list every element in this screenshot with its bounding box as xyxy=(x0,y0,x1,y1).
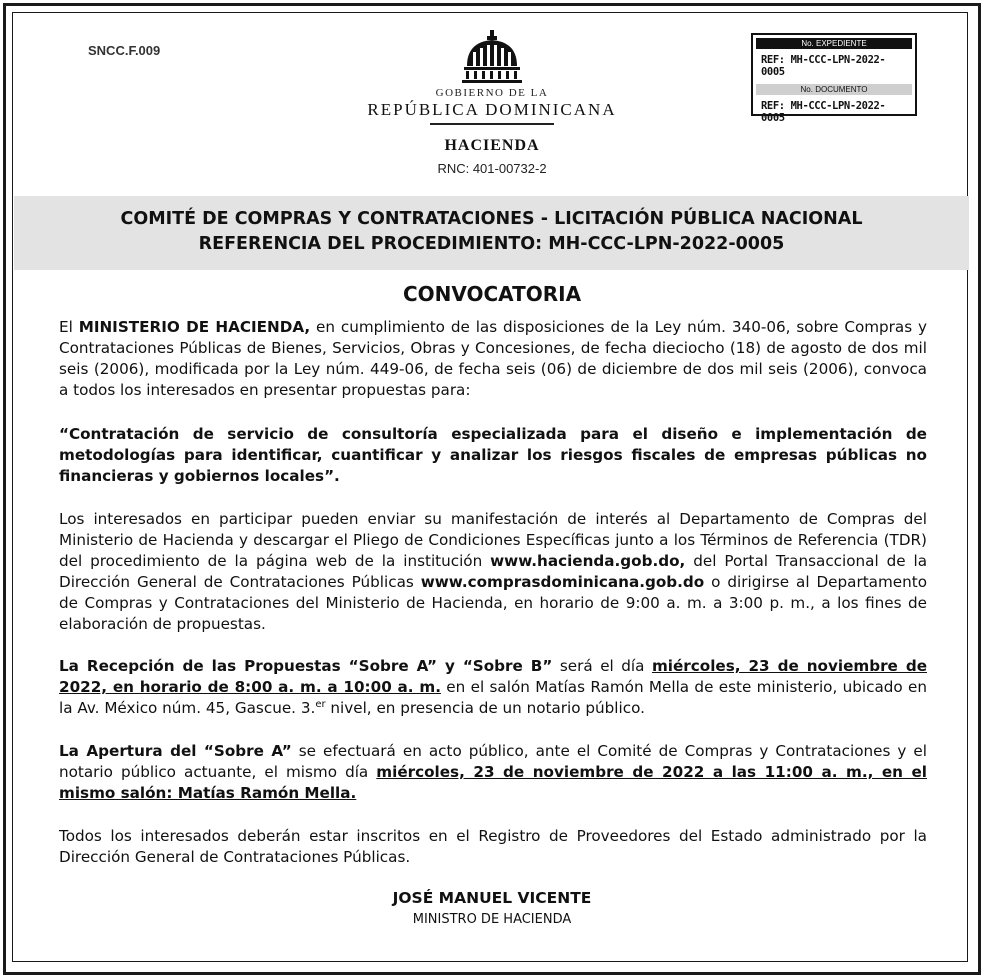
reception-sup: er xyxy=(315,698,326,710)
instructions-paragraph xyxy=(59,509,927,635)
reception-heading: La Recepción de las Propuestas “Sobre A” y “Sobre B” xyxy=(59,657,553,675)
form-code: SNCC.F.009 xyxy=(88,43,161,58)
header-divider xyxy=(430,123,554,125)
opening-date: miércoles, 23 de noviembre de 2022 a las 11:00 a. m., en el mismo salón: Matías Ramón Mella. xyxy=(59,763,928,802)
intro-org: MINISTERIO DE HACIENDA, xyxy=(78,318,311,336)
reference-box xyxy=(751,33,917,124)
banner-line2: REFERENCIA DEL PROCEDIMIENTO: MH-CCC-LPN-2022-0005 xyxy=(198,234,785,254)
instructions-b: del Portal Transaccional de la Dirección General de Contrataciones Públicas xyxy=(59,552,927,591)
gov-line2: REPÚBLICA DOMINICANA xyxy=(367,100,617,119)
rnc-number: RNC: 401-00732-2 xyxy=(437,161,547,176)
opening-heading: La Apertura del “Sobre A” xyxy=(59,742,292,760)
reception-c: nivel, en presencia de un notario público. xyxy=(325,699,645,717)
service-description: “Contratación de servicio de consultoría especializada para el diseño e implementación de metodologías para identificar, cuantificar y analizar los riesgos fiscales de empresas públicas no financieras y gobiernos locales”. xyxy=(59,425,927,485)
dome-emblem-icon xyxy=(461,28,523,84)
document-title: CONVOCATORIA xyxy=(402,282,582,306)
reception-date: miércoles, 23 de noviembre de 2022, en horario de 8:00 a. m. a 10:00 a. m. xyxy=(59,657,927,696)
expediente-label: No. EXPEDIENTE xyxy=(756,38,912,49)
documento-label: No. DOCUMENTO xyxy=(756,84,912,95)
gov-line1: GOBIERNO DE LA xyxy=(435,87,549,99)
banner-line1: COMITÉ DE COMPRAS Y CONTRATACIONES - LICITACIÓN PÚBLICA NACIONAL xyxy=(120,209,863,229)
reception-paragraph xyxy=(59,656,927,719)
reception-a: será el día xyxy=(552,657,652,675)
signer-name: JOSÉ MANUEL VICENTE xyxy=(392,889,592,907)
documento-value: REF: MH-CCC-LPN-2022-0005 xyxy=(761,100,886,124)
hacienda-url[interactable]: www.hacienda.gob.do, xyxy=(490,552,686,570)
intro-paragraph xyxy=(59,317,927,401)
instructions-c: o dirigirse al Departamento de Compras y Contrataciones del Ministerio de Hacienda, en horario de 9:00 a. m. a 3:00 p. m., a los fines de elaboración de propuestas. xyxy=(59,573,927,633)
reception-b: en el salón Matías Ramón Mella de este ministerio, ubicado en la Av. México núm. 45, Gascue. 3. xyxy=(59,678,927,717)
registration-paragraph: Todos los interesados deberán estar inscritos en el Registro de Proveedores del Estado administrado por la Dirección General de Contrataciones Públicas. xyxy=(59,827,927,866)
opening-a: se efectuará en acto público, ante el Comité de Compras y Contrataciones y el notario público actuante, el mismo día xyxy=(59,742,927,781)
title-banner xyxy=(14,196,969,270)
intro-pre: El xyxy=(59,318,79,336)
intro-rest: en cumplimiento de las disposiciones de la Ley núm. 340-06, sobre Compras y Contrataciones Públicas de Bienes, Servicios, Obras y Concesiones, de fecha dieciocho (18) de agosto de dos mil seis (2006), modificada por la Ley núm. 449-06, de fecha seis (06) de diciembre de dos mil seis (2006), convoca a todos los interesados en presentar propuestas para: xyxy=(59,318,927,399)
compras-url[interactable]: www.comprasdominicana.gob.do xyxy=(420,573,705,591)
instructions-a: Los interesados en participar pueden enviar su manifestación de interés al Departamento de Compras del Ministerio de Hacienda y descargar el Pliego de Condiciones Específicas junto a los Términos de Referencia (TDR) del procedimiento de la página web de la institución xyxy=(59,510,927,570)
expediente-value: REF: MH-CCC-LPN-2022-0005 xyxy=(761,54,886,78)
opening-paragraph xyxy=(59,741,927,804)
ministry-name: HACIENDA xyxy=(444,137,540,154)
signer-role: MINISTRO DE HACIENDA xyxy=(412,912,572,927)
